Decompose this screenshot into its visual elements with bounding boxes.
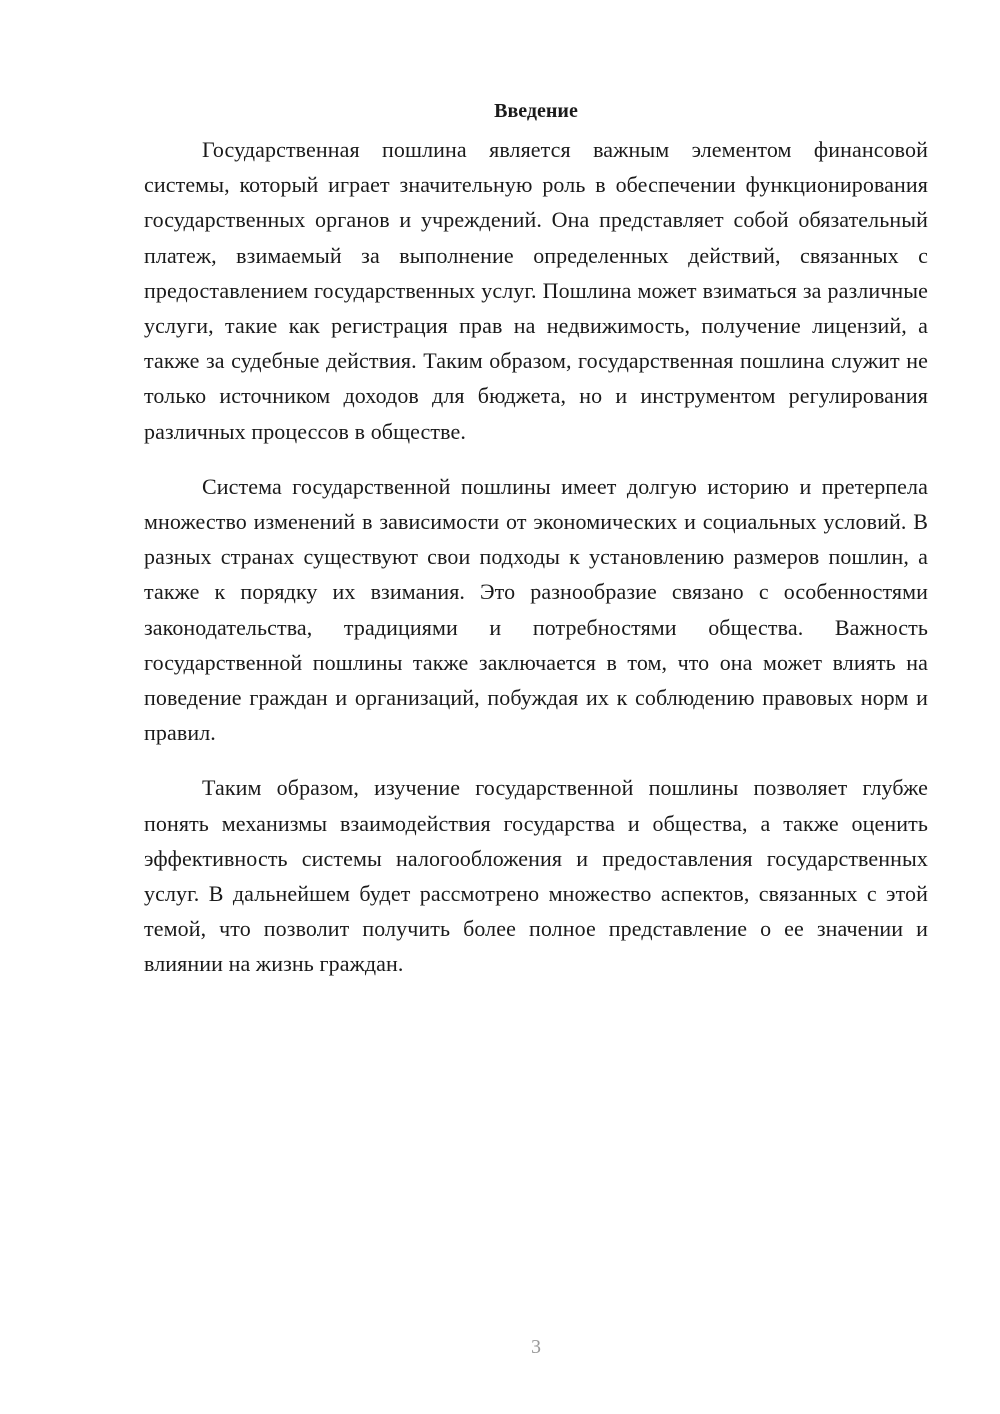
section-title: Введение (494, 100, 578, 122)
page-number: 3 (531, 1336, 541, 1358)
paragraph-2: Система государственной пошлины имеет долгую историю и претерпела множество изменений в зависимости от экономических и социальных условий. В разных странах существуют свои подходы к установлению размеров пошлин, а также к порядку их взимания. Это разнообразие связано с особенностями законодательства, традициями и потребностями общества. Важность государственной пошлины также заключается в том, что она может влиять на поведение граждан и организаций, побуждая их к соблюдению правовых норм и правил. (144, 473, 928, 746)
paragraph-3: Таким образом, изучение государственной пошлины позволяет глубже понять механизмы взаимодействия государства и общества, а также оценить эффективность системы налогообложения и предоставления государственных услуг. В дальнейшем будет рассмотрено множество аспектов, связанных с этой темой, что позволит получить более полное представление о ее значении и влиянии на жизнь граждан. (144, 775, 928, 977)
paragraph-1: Государственная пошлина является важным элементом финансовой системы, который играет значительную роль в обеспечении функционирования государственных органов и учреждений. Она представляет собой обязательный платеж, взимаемый за выполнение определенных действий, связанных с предоставлением государственных услуг. Пошлина может взиматься за различные услуги, такие как регистрация прав на недвижимость, получение лицензий, а также за судебные действия. Таким образом, государственная пошлина служит не только источником доходов для бюджета, но и инструментом регулирования различных процессов в обществе. (144, 137, 928, 444)
page-content (144, 98, 928, 1002)
